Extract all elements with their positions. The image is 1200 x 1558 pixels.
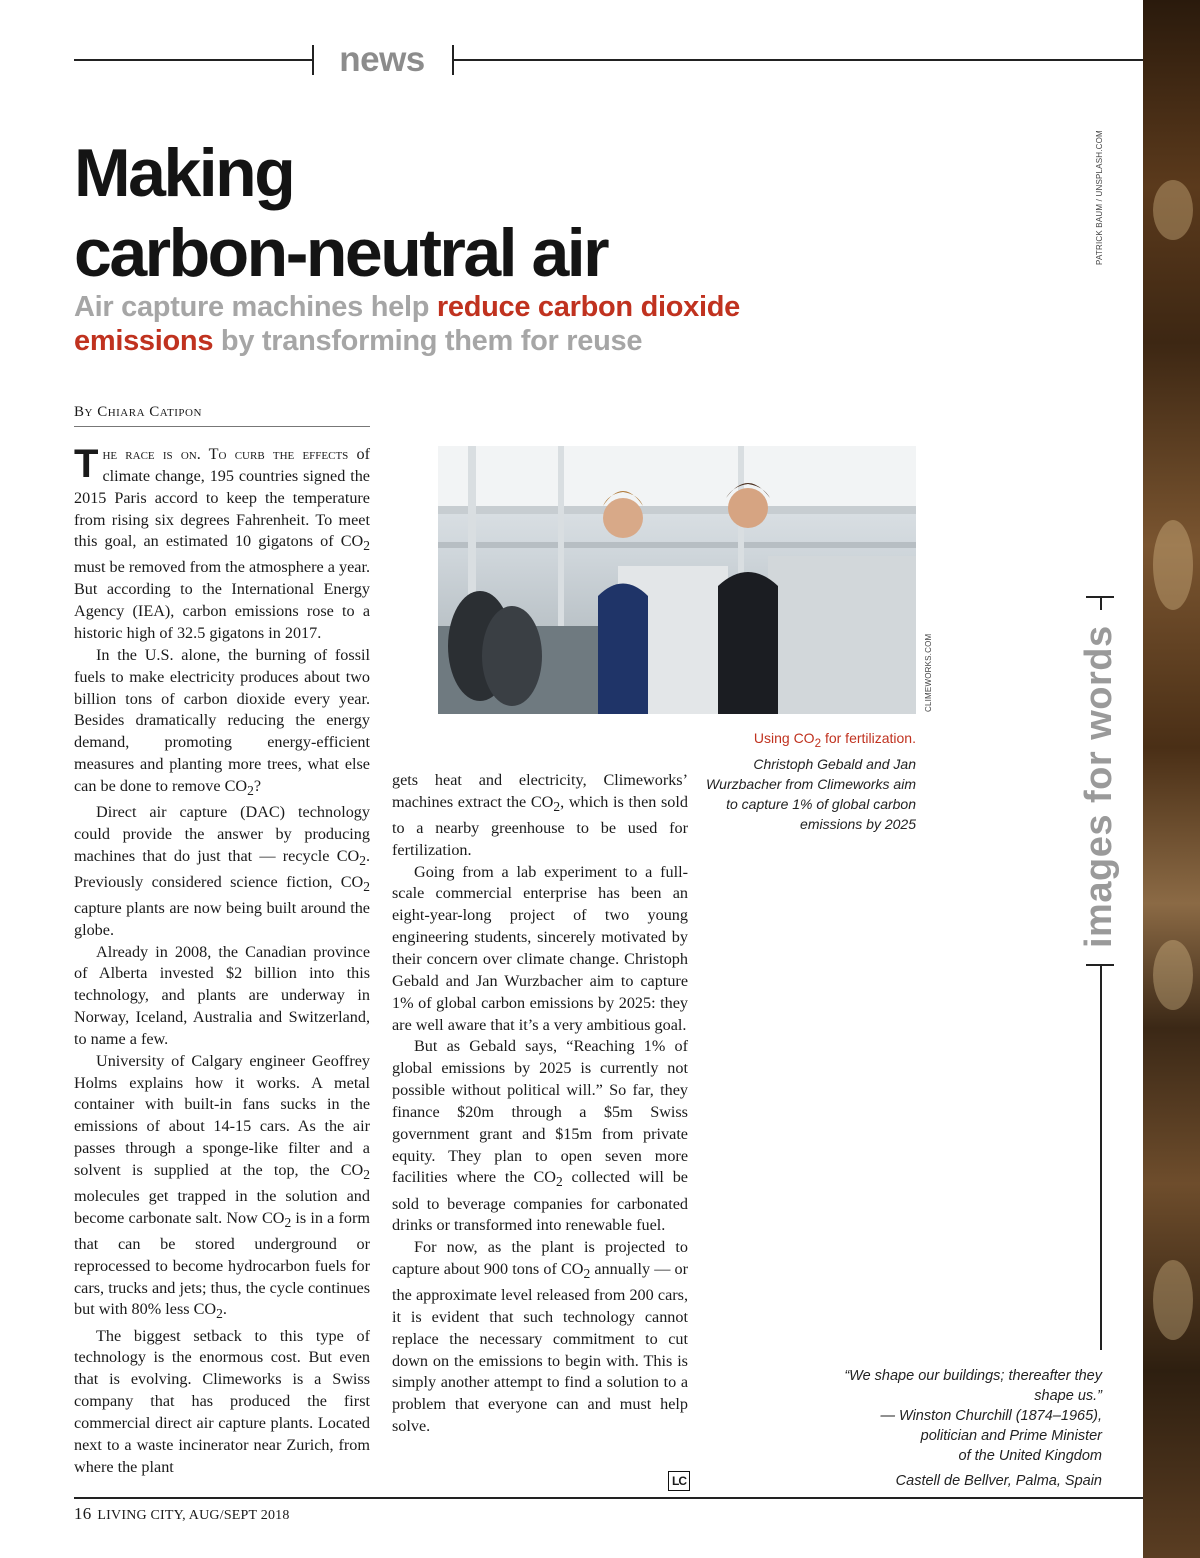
subscript: 2 [363, 878, 370, 894]
header-rule-left [74, 59, 312, 61]
caption-lead [753, 730, 916, 750]
paragraph [392, 770, 688, 862]
subscript: 2 [363, 1167, 370, 1183]
photo-location: Castell de Bellver, Palma, Spain [895, 1473, 1102, 1489]
text-run: annually — or the approximate level released from 200 cars, it is evident that such technology cannot replace the necessary commitment to cut down on the emissions to begin with. This is simply another attempt to find a solution to a problem that everyone can and must help solve. [392, 1260, 688, 1436]
folio [74, 1504, 290, 1524]
subscript: 2 [555, 1174, 563, 1190]
quote-role-1: politician and Prime Minister [920, 1428, 1102, 1444]
subscript: 2 [553, 799, 561, 815]
text-run: gets heat and electricity, Climeworks’ machines extract the CO [392, 771, 688, 811]
deck [74, 290, 874, 358]
subscript: 2 [216, 1306, 223, 1322]
header-rule-right [452, 59, 1143, 61]
headline-line-1: Making [74, 135, 294, 211]
text-run: must be removed from the atmosphere a year. But according to the International Energy Agency (IEA), carbon emissions rose to a historic high of 32.5 gigatons in 2017. [74, 558, 370, 642]
text-run: But as Gebald says, “Reaching 1% of global emissions by 2025 is currently not possible without political will.” So far, they finance $20m through a $5m Swiss government grant and $15m from private equity. They plan to open seven more facilities where the CO [392, 1037, 688, 1187]
pull-quote [820, 1366, 1102, 1466]
paragraph [74, 1051, 370, 1326]
text-run: for fertilization. [821, 730, 916, 746]
photo-caption [700, 728, 916, 834]
text-run: of climate change, 195 countries signed the 2015 Paris accord to keep the temperature from rising six degrees Fahrenheit. To meet this goal, an estimated 10 gigatons of CO [74, 445, 370, 551]
caption-body: Christoph Gebald and Jan Wurzbacher from Climeworks aim to capture 1% of global carbon emissions by 2025 [705, 755, 916, 832]
quote-text: “We shape our buildings; thereafter they shape us.” [844, 1368, 1102, 1404]
subscript: 2 [363, 538, 370, 554]
byline-rule [74, 426, 370, 427]
drop-cap: T [74, 442, 99, 486]
page-number: 16 [74, 1504, 92, 1523]
paragraph: The biggest setback to this type of technology is the enormous cost. But even that is evolving. Climeworks is a Swiss company that has produced the first commercial direct air capture plants. Located next to a waste incinerator near Zurich, from where the plant [74, 1326, 370, 1476]
headline-line-2: carbon-neutral air [74, 215, 608, 291]
side-rule-top [1100, 596, 1102, 610]
paragraph [392, 1237, 688, 1438]
text-run: University of Calgary engineer Geoffrey Holms explains how it works. A metal container with built-in fans sucks in the emissions of about 14-15 cars. As the air passes through a sponge-like filter and a solvent is supplied at the top, the CO [74, 1051, 370, 1179]
top-photo-credit: PATRICK BAUM / UNSPLASH.COM [1095, 130, 1104, 265]
text-run: . Previously considered science fiction, CO [74, 846, 370, 891]
article-column-2 [392, 770, 688, 1438]
text-run: collected will be sold to beverage companies for carbonated drinks or transformed into renewable fuel. [392, 1168, 688, 1235]
header-tick-left [312, 45, 314, 75]
quote-role-2: of the United Kingdom [958, 1448, 1102, 1464]
paragraph [392, 1036, 688, 1237]
photo-credit: CLIMEWORKS.COM [924, 633, 933, 712]
section-label: news [339, 40, 425, 79]
text-run: For now, as the plant is projected to capture about 900 tons of CO [392, 1238, 688, 1279]
paragraph [74, 802, 370, 942]
deck-highlight: reduce carbon dioxide emissions [74, 291, 740, 357]
paragraph [74, 444, 370, 645]
article-column-1 [74, 444, 370, 1478]
text-run: Direct air capture (DAC) technology could provide the answer by producing machines that do just that — recycle CO [74, 802, 370, 865]
end-mark-logo: LC [668, 1471, 690, 1491]
climeworks-photo [438, 446, 916, 714]
text-run: molecules get trapped in the solution and become carbonate salt. Now CO [74, 1187, 370, 1227]
text-run: capture plants are now being built around the globe. [74, 898, 370, 939]
text-run: , which is then sold to a nearby greenhouse to be used for fertilization. [392, 792, 688, 859]
publication-name: LIVING CITY, AUG/SEPT 2018 [97, 1508, 290, 1523]
deck-part-2: by transforming them for reuse [213, 325, 643, 357]
paragraph: Already in 2008, the Canadian province of Alberta invested $2 billion into this technology, and plants are underway in Norway, Iceland, Australia and Switzerland, to name a few. [74, 942, 370, 1048]
paragraph: Going from a lab experiment to a full-scale commercial enterprise has been an eight-year-long project of two young engineering students, sincerely motivated by their concern over climate change. Christoph Gebald and Jan Wurzbacher aim to capture 1% of global carbon emissions by 2025: they are well aware that it’s a very ambitious goal. [392, 862, 688, 1034]
paragraph [74, 645, 370, 802]
subscript: 2 [359, 852, 366, 868]
subscript: 2 [583, 1266, 591, 1282]
headline [74, 133, 607, 293]
lead-in-caps: he race is on. To curb the effects [102, 445, 349, 463]
deck-part-1: Air capture machines help [74, 291, 437, 323]
castle-photo-strip [1143, 0, 1200, 1558]
byline: By Chiara Catipon [74, 404, 202, 420]
text-run: ? [253, 776, 261, 795]
quote-attribution: — Winston Churchill (1874–1965), [880, 1408, 1102, 1424]
text-run: In the U.S. alone, the burning of fossil fuels to make electricity produces about two billion tons of carbon dioxide every year. Besides dramatically reducing the energy demand, promoting energy-efficient measures and planting more trees, what else can be done to remove CO [74, 645, 370, 795]
text-run: Using CO [753, 730, 815, 746]
text-run: is in a form that can be stored underground or reprocessed to become hydrocarbon fuels for cars, trucks and jets; thus, the cycle continues but with 80% less CO [74, 1208, 370, 1319]
photo-illustration [438, 446, 916, 714]
footer-rule [74, 1497, 1143, 1499]
subscript: 2 [247, 783, 254, 799]
text-run: . [222, 1300, 227, 1319]
side-section-title: images for words [1078, 625, 1120, 948]
side-rule-bottom [1100, 964, 1102, 1350]
subscript: 2 [814, 736, 822, 750]
subscript: 2 [284, 1215, 292, 1231]
